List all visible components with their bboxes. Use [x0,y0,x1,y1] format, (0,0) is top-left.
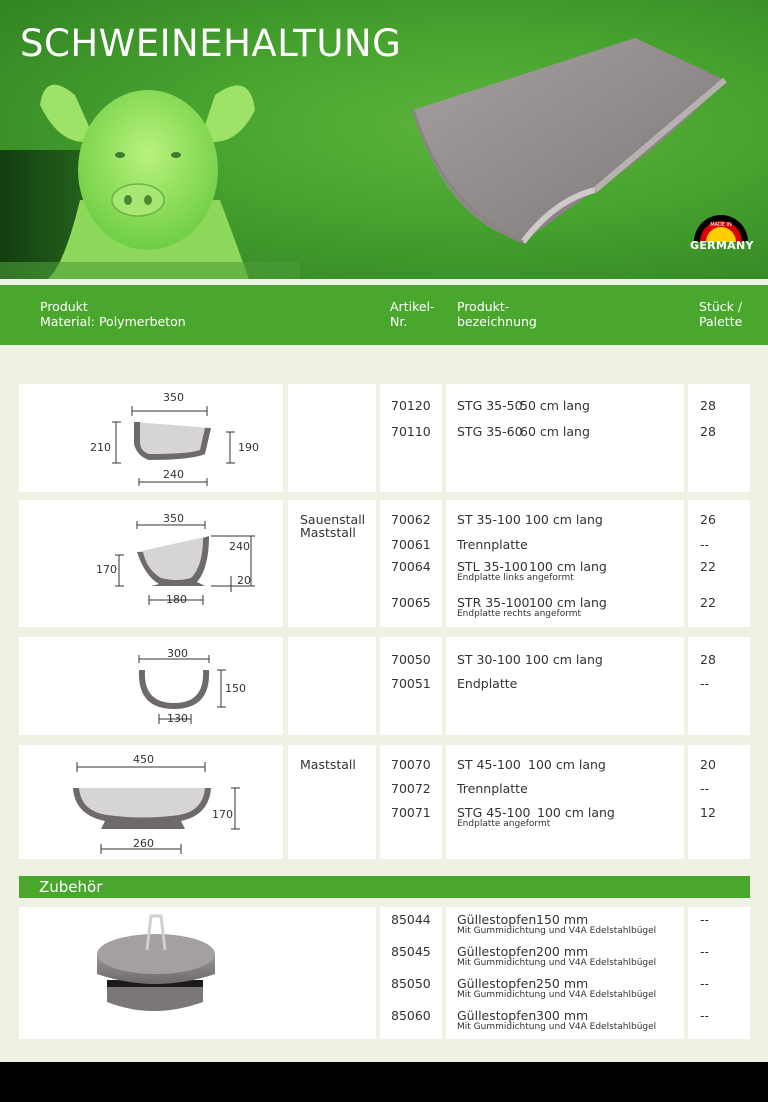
quantity-value: 20 [700,757,716,772]
header-article-nr-label: Nr. [390,314,408,329]
product-note: Mit Gummidichtung und V4A Edelstahlbügel [457,926,657,936]
dim-left: 210 [90,441,111,454]
dim-right: 240 [229,540,250,553]
product-length: 100 cm lang [528,757,606,772]
article-number: 70062 [391,512,431,527]
header-description-label-2: bezeichnung [457,314,537,329]
quantity-cell [688,500,750,627]
article-number: 70120 [391,398,431,413]
usage-cell [288,384,376,492]
product-note: Endplatte rechts angeformt [457,609,582,619]
product-size: 200 mm [536,944,589,959]
article-number: 70050 [391,652,431,667]
quantity-cell [688,637,750,735]
article-number: 85050 [391,976,431,991]
dim-left: 170 [96,563,117,576]
product-name: Trennplatte [457,781,528,796]
header-description [457,299,537,329]
product-length: 100 cm lang [529,559,607,574]
usage-label: Sauenstall [300,512,366,527]
dim-bottom: 240 [163,468,184,481]
dim-top: 350 [163,391,184,404]
product-name: STL 35-100 [457,559,528,574]
accessories-header-bar [19,876,750,898]
page-title: SCHWEINEHALTUNG [20,22,402,65]
product-size: 150 mm [536,912,589,927]
product-length: 100 cm lang [529,595,607,610]
trough-product-icon [405,30,735,260]
product-length: 60 cm lang [520,424,590,439]
quantity-value: -- [700,912,710,927]
product-name: STR 35-100 [457,595,530,610]
quantity-value: -- [700,781,710,796]
quantity-value: 28 [700,398,716,413]
product-name: Endplatte [457,676,518,691]
product-name: ST 35-100 [457,512,521,527]
article-number: 70071 [391,805,431,820]
article-number: 70072 [391,781,431,796]
dim-top: 450 [133,753,154,766]
product-name: STG 35-60 [457,424,523,439]
quantity-value: 12 [700,805,716,820]
header-quantity-label-2: Palette [699,314,743,329]
header-article-label: Artikel- [390,299,435,314]
quantity-value: -- [700,537,710,552]
product-name: ST 45-100 [457,757,521,772]
article-number: 85045 [391,944,431,959]
header-product-label: Produkt [40,299,88,314]
product-name: Güllestopfen [457,976,537,991]
article-number: 85044 [391,912,431,927]
product-note: Endplatte links angeformt [457,573,574,583]
product-name: Güllestopfen [457,944,537,959]
product-length: 50 cm lang [520,398,590,413]
product-note: Endplatte angeformt [457,819,551,829]
header-product [40,299,186,329]
product-length: 100 cm lang [537,805,615,820]
product-name: ST 30-100 [457,652,521,667]
product-note: Mit Gummidichtung und V4A Edelstahlbügel [457,958,657,968]
quantity-cell [688,384,750,492]
dim-bottom: 260 [133,837,154,850]
trough-cross-section-icon [19,384,283,492]
dim-bottom: 130 [167,712,188,725]
hero-divider [0,279,768,282]
badge-made-in: MADE IN [710,222,732,228]
product-name: Güllestopfen [457,1008,537,1023]
article-number: 70051 [391,676,431,691]
accessories-title: Zubehör [39,878,103,896]
quantity-value: 28 [700,424,716,439]
article-number: 85060 [391,1008,431,1023]
product-length: 100 cm lang [525,652,603,667]
header-description-label: Produkt- [457,299,510,314]
article-number: 70070 [391,757,431,772]
article-number: 70061 [391,537,431,552]
product-length: 100 cm lang [525,512,603,527]
usage-label: Maststall [300,757,356,772]
dim-top: 300 [167,647,188,660]
usage-label: Maststall [300,525,356,540]
product-name: STG 45-100 [457,805,531,820]
quantity-value: 22 [700,559,716,574]
article-number: 70110 [391,424,431,439]
quantity-value: 28 [700,652,716,667]
article-number: 70064 [391,559,431,574]
product-size: 300 mm [536,1008,589,1023]
quantity-value: -- [700,1008,710,1023]
article-number: 70065 [391,595,431,610]
quantity-value: -- [700,976,710,991]
quantity-value: 22 [700,595,716,610]
header-quantity-label: Stück / [699,299,743,314]
usage-cell [288,637,376,735]
header-quantity [699,299,742,329]
dim-right: 150 [225,682,246,695]
quantity-value: -- [700,676,710,691]
product-note: Mit Gummidichtung und V4A Edelstahlbügel [457,1022,657,1032]
dim-small: 20 [237,574,251,587]
header-article [390,299,435,329]
product-note: Mit Gummidichtung und V4A Edelstahlbügel [457,990,657,1000]
product-name: Trennplatte [457,537,528,552]
dim-right: 170 [212,808,233,821]
quantity-cell [688,907,750,1039]
quantity-value: 26 [700,512,716,527]
dim-bottom: 180 [166,593,187,606]
quantity-cell [688,745,750,859]
product-name: STG 35-50 [457,398,523,413]
quantity-value: -- [700,944,710,959]
trough-cross-section-icon [19,500,283,627]
badge-country: GERMANY [690,239,754,252]
hero-banner [0,0,768,282]
dim-top: 350 [163,512,184,525]
bottom-bar [0,1062,768,1102]
dim-right: 190 [238,441,259,454]
product-name: Güllestopfen [457,912,537,927]
product-size: 250 mm [536,976,589,991]
header-material-label: Material: Polymerbeton [40,314,186,329]
table-header [0,285,768,345]
manure-plug-icon [95,912,235,1032]
